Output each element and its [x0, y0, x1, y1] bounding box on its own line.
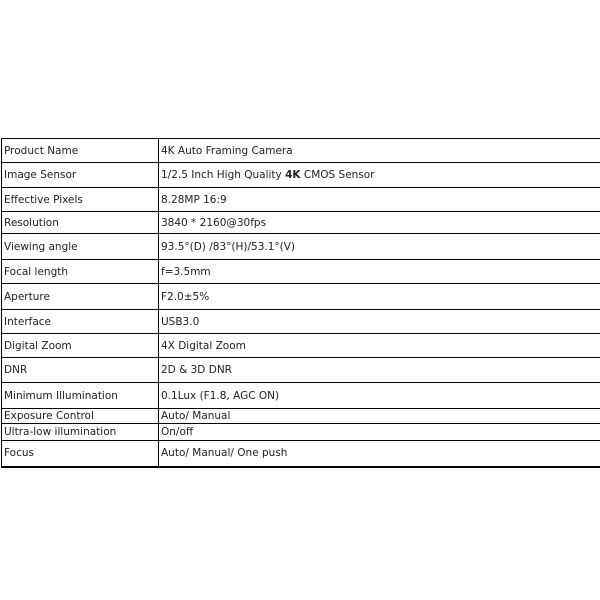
spec-value: 3840 * 2160@30fps	[159, 212, 600, 234]
spec-label: Focus	[2, 441, 159, 467]
spec-label: Digital Zoom	[2, 334, 159, 358]
spec-label: DNR	[2, 358, 159, 383]
table-row	[2, 358, 600, 383]
spec-value: Auto/ Manual	[159, 409, 600, 424]
spec-label: Product Name	[2, 139, 159, 163]
spec-label: Viewing angle	[2, 234, 159, 260]
spec-label: Effective Pixels	[2, 188, 159, 212]
table-row	[2, 409, 600, 424]
spec-value: 0.1Lux (F1.8, AGC ON)	[159, 383, 600, 409]
table-row	[2, 441, 600, 467]
spec-value: 2D & 3D DNR	[159, 358, 600, 383]
spec-value: 4K Auto Framing Camera	[159, 139, 600, 163]
spec-value: Auto/ Manual/ One push	[159, 441, 600, 467]
table-row	[2, 234, 600, 260]
table-row	[2, 260, 600, 284]
spec-label: Interface	[2, 310, 159, 334]
table-row	[2, 139, 600, 163]
table-row	[2, 284, 600, 310]
spec-table	[1, 138, 600, 468]
spec-value	[159, 163, 600, 188]
spec-label: Exposure Control	[2, 409, 159, 424]
spec-value: USB3.0	[159, 310, 600, 334]
table-row	[2, 163, 600, 188]
table-row	[2, 334, 600, 358]
spec-value: F2.0±5%	[159, 284, 600, 310]
spec-label: Ultra-low illumination	[2, 424, 159, 441]
table-row	[2, 383, 600, 409]
table-row	[2, 212, 600, 234]
spec-value: 4X Digital Zoom	[159, 334, 600, 358]
spec-value: 93.5°(D) /83°(H)/53.1°(V)	[159, 234, 600, 260]
spec-value: f=3.5mm	[159, 260, 600, 284]
spec-value-bold: 4K	[285, 169, 301, 181]
table-row	[2, 424, 600, 441]
spec-label: Image Sensor	[2, 163, 159, 188]
spec-label: Minimum Illumination	[2, 383, 159, 409]
spec-label: Focal length	[2, 260, 159, 284]
spec-value-part: CMOS Sensor	[300, 169, 375, 181]
spec-value: 8.28MP 16:9	[159, 188, 600, 212]
table-row	[2, 310, 600, 334]
spec-value-part: 1/2.5 Inch High Quality	[161, 169, 286, 181]
spec-label: Aperture	[2, 284, 159, 310]
table-row	[2, 188, 600, 212]
spec-label: Resolution	[2, 212, 159, 234]
spec-value: On/off	[159, 424, 600, 441]
